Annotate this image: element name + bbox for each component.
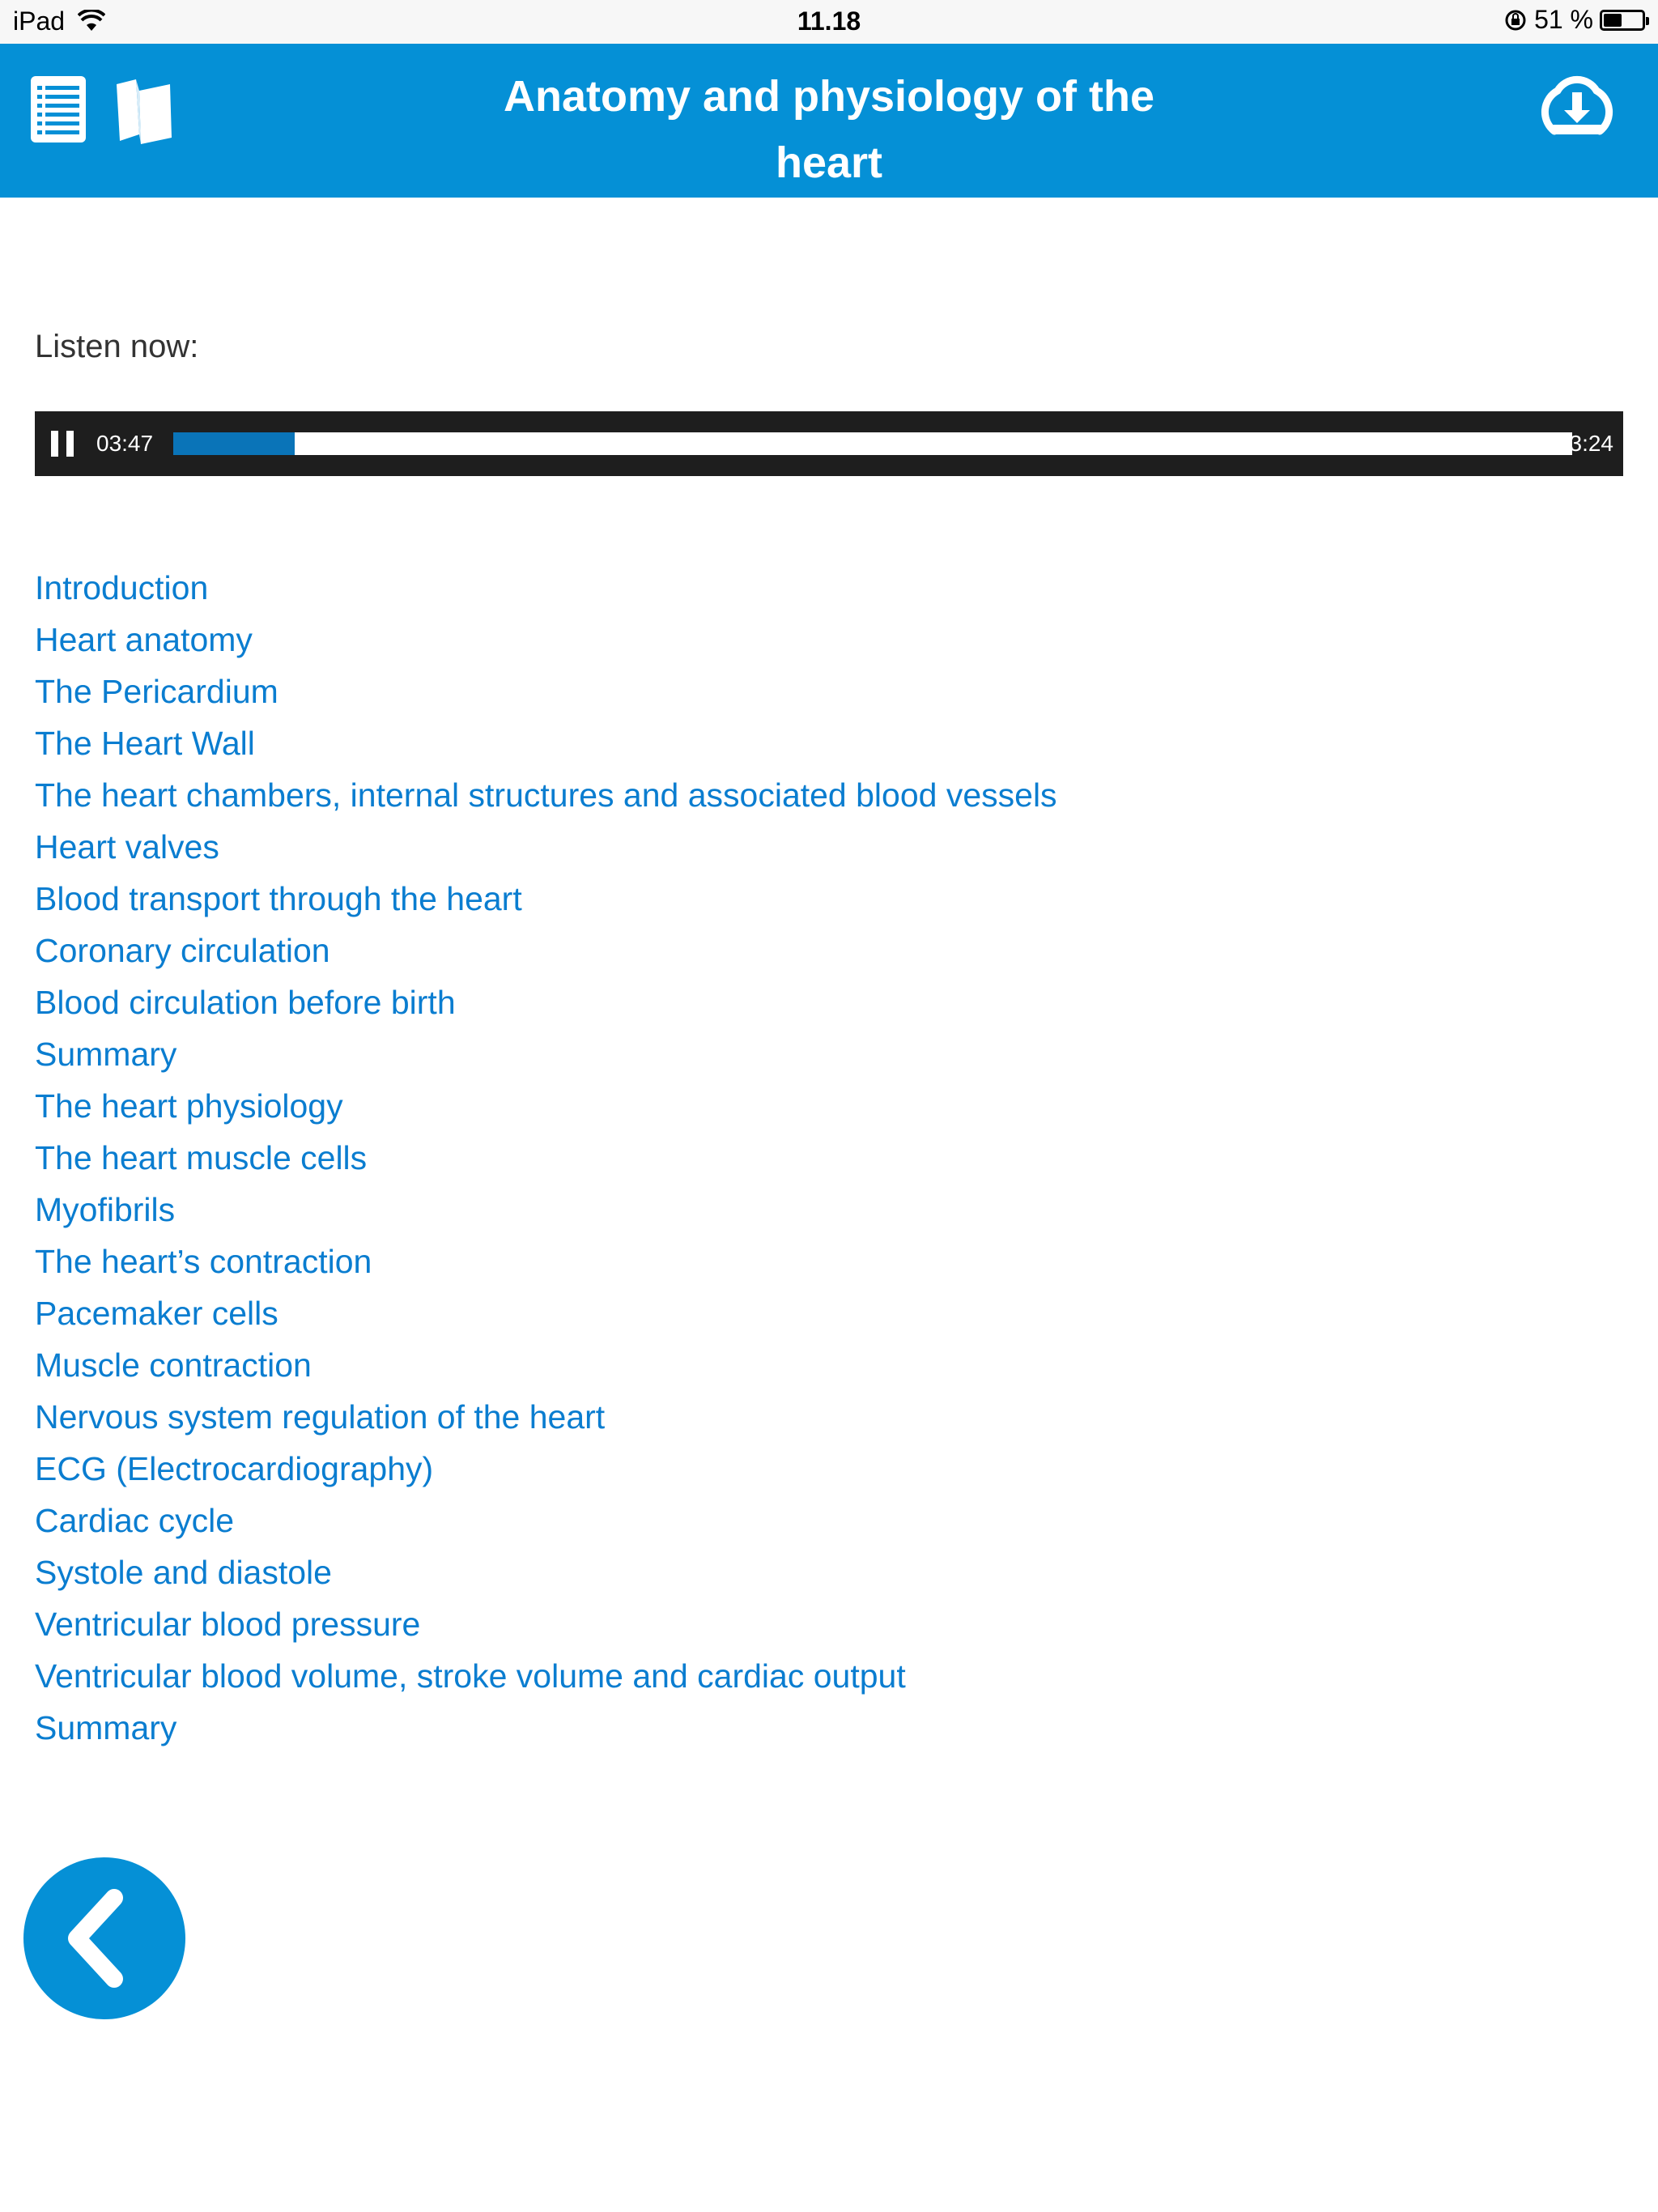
chapter-link[interactable]: The Heart Wall	[35, 725, 255, 762]
chapter-link[interactable]: Systole and diastole	[35, 1554, 332, 1591]
chapter-list	[35, 562, 1057, 1754]
table-of-contents-icon[interactable]	[29, 74, 87, 144]
back-button[interactable]	[23, 1857, 185, 2019]
pause-icon[interactable]	[51, 431, 75, 457]
page-title: Anatomy and physiology of the heart	[503, 72, 1155, 187]
books-icon[interactable]	[112, 76, 176, 146]
seek-bar[interactable]	[173, 432, 1572, 455]
chevron-left-icon	[23, 1857, 185, 2019]
chapter-link[interactable]: Blood circulation before birth	[35, 984, 456, 1021]
chapter-link[interactable]: ECG (Electrocardiography)	[35, 1450, 434, 1487]
chapter-link[interactable]: Muscle contraction	[35, 1346, 312, 1384]
chapter-link[interactable]: Coronary circulation	[35, 932, 330, 969]
chapter-link[interactable]: The heart’s contraction	[35, 1243, 372, 1280]
total-time: 43:24	[1556, 431, 1613, 456]
download-icon[interactable]	[1538, 74, 1616, 147]
listen-now-label: Listen now:	[35, 329, 199, 364]
chapter-link[interactable]: Pacemaker cells	[35, 1295, 278, 1332]
chapter-link[interactable]: Ventricular blood pressure	[35, 1606, 421, 1643]
chapter-link[interactable]: The Pericardium	[35, 673, 278, 710]
chapter-link[interactable]: Nervous system regulation of the heart	[35, 1398, 606, 1436]
chapter-link[interactable]: Summary	[35, 1709, 177, 1746]
chapter-link[interactable]: The heart chambers, internal structures and associated blood vessels	[35, 776, 1057, 814]
chapter-link[interactable]: Myofibrils	[35, 1191, 176, 1228]
battery-icon	[1600, 10, 1645, 31]
chapter-link[interactable]: Cardiac cycle	[35, 1502, 235, 1539]
chapter-link[interactable]: Heart anatomy	[35, 621, 253, 658]
battery-percent: 51 %	[1534, 5, 1593, 34]
seek-bar-progress	[173, 432, 295, 455]
battery-level	[1604, 14, 1622, 27]
audio-player	[35, 411, 1623, 476]
chapter-link[interactable]: The heart physiology	[35, 1087, 343, 1125]
rotation-lock-icon	[1503, 8, 1528, 32]
header	[0, 44, 1658, 198]
chapter-link[interactable]: Heart valves	[35, 828, 219, 866]
chapter-link[interactable]: Ventricular blood volume, stroke volume and cardiac output	[35, 1657, 906, 1695]
chapter-link[interactable]: Blood transport through the heart	[35, 880, 522, 917]
chapter-link[interactable]: Introduction	[35, 569, 209, 606]
chapter-link[interactable]: The heart muscle cells	[35, 1139, 368, 1176]
elapsed-time: 03:47	[96, 431, 154, 456]
status-bar	[0, 0, 1658, 44]
status-right	[1503, 5, 1645, 35]
device-name: iPad	[13, 6, 66, 36]
status-time: 11.18	[797, 6, 861, 36]
chapter-link[interactable]: Summary	[35, 1036, 177, 1073]
